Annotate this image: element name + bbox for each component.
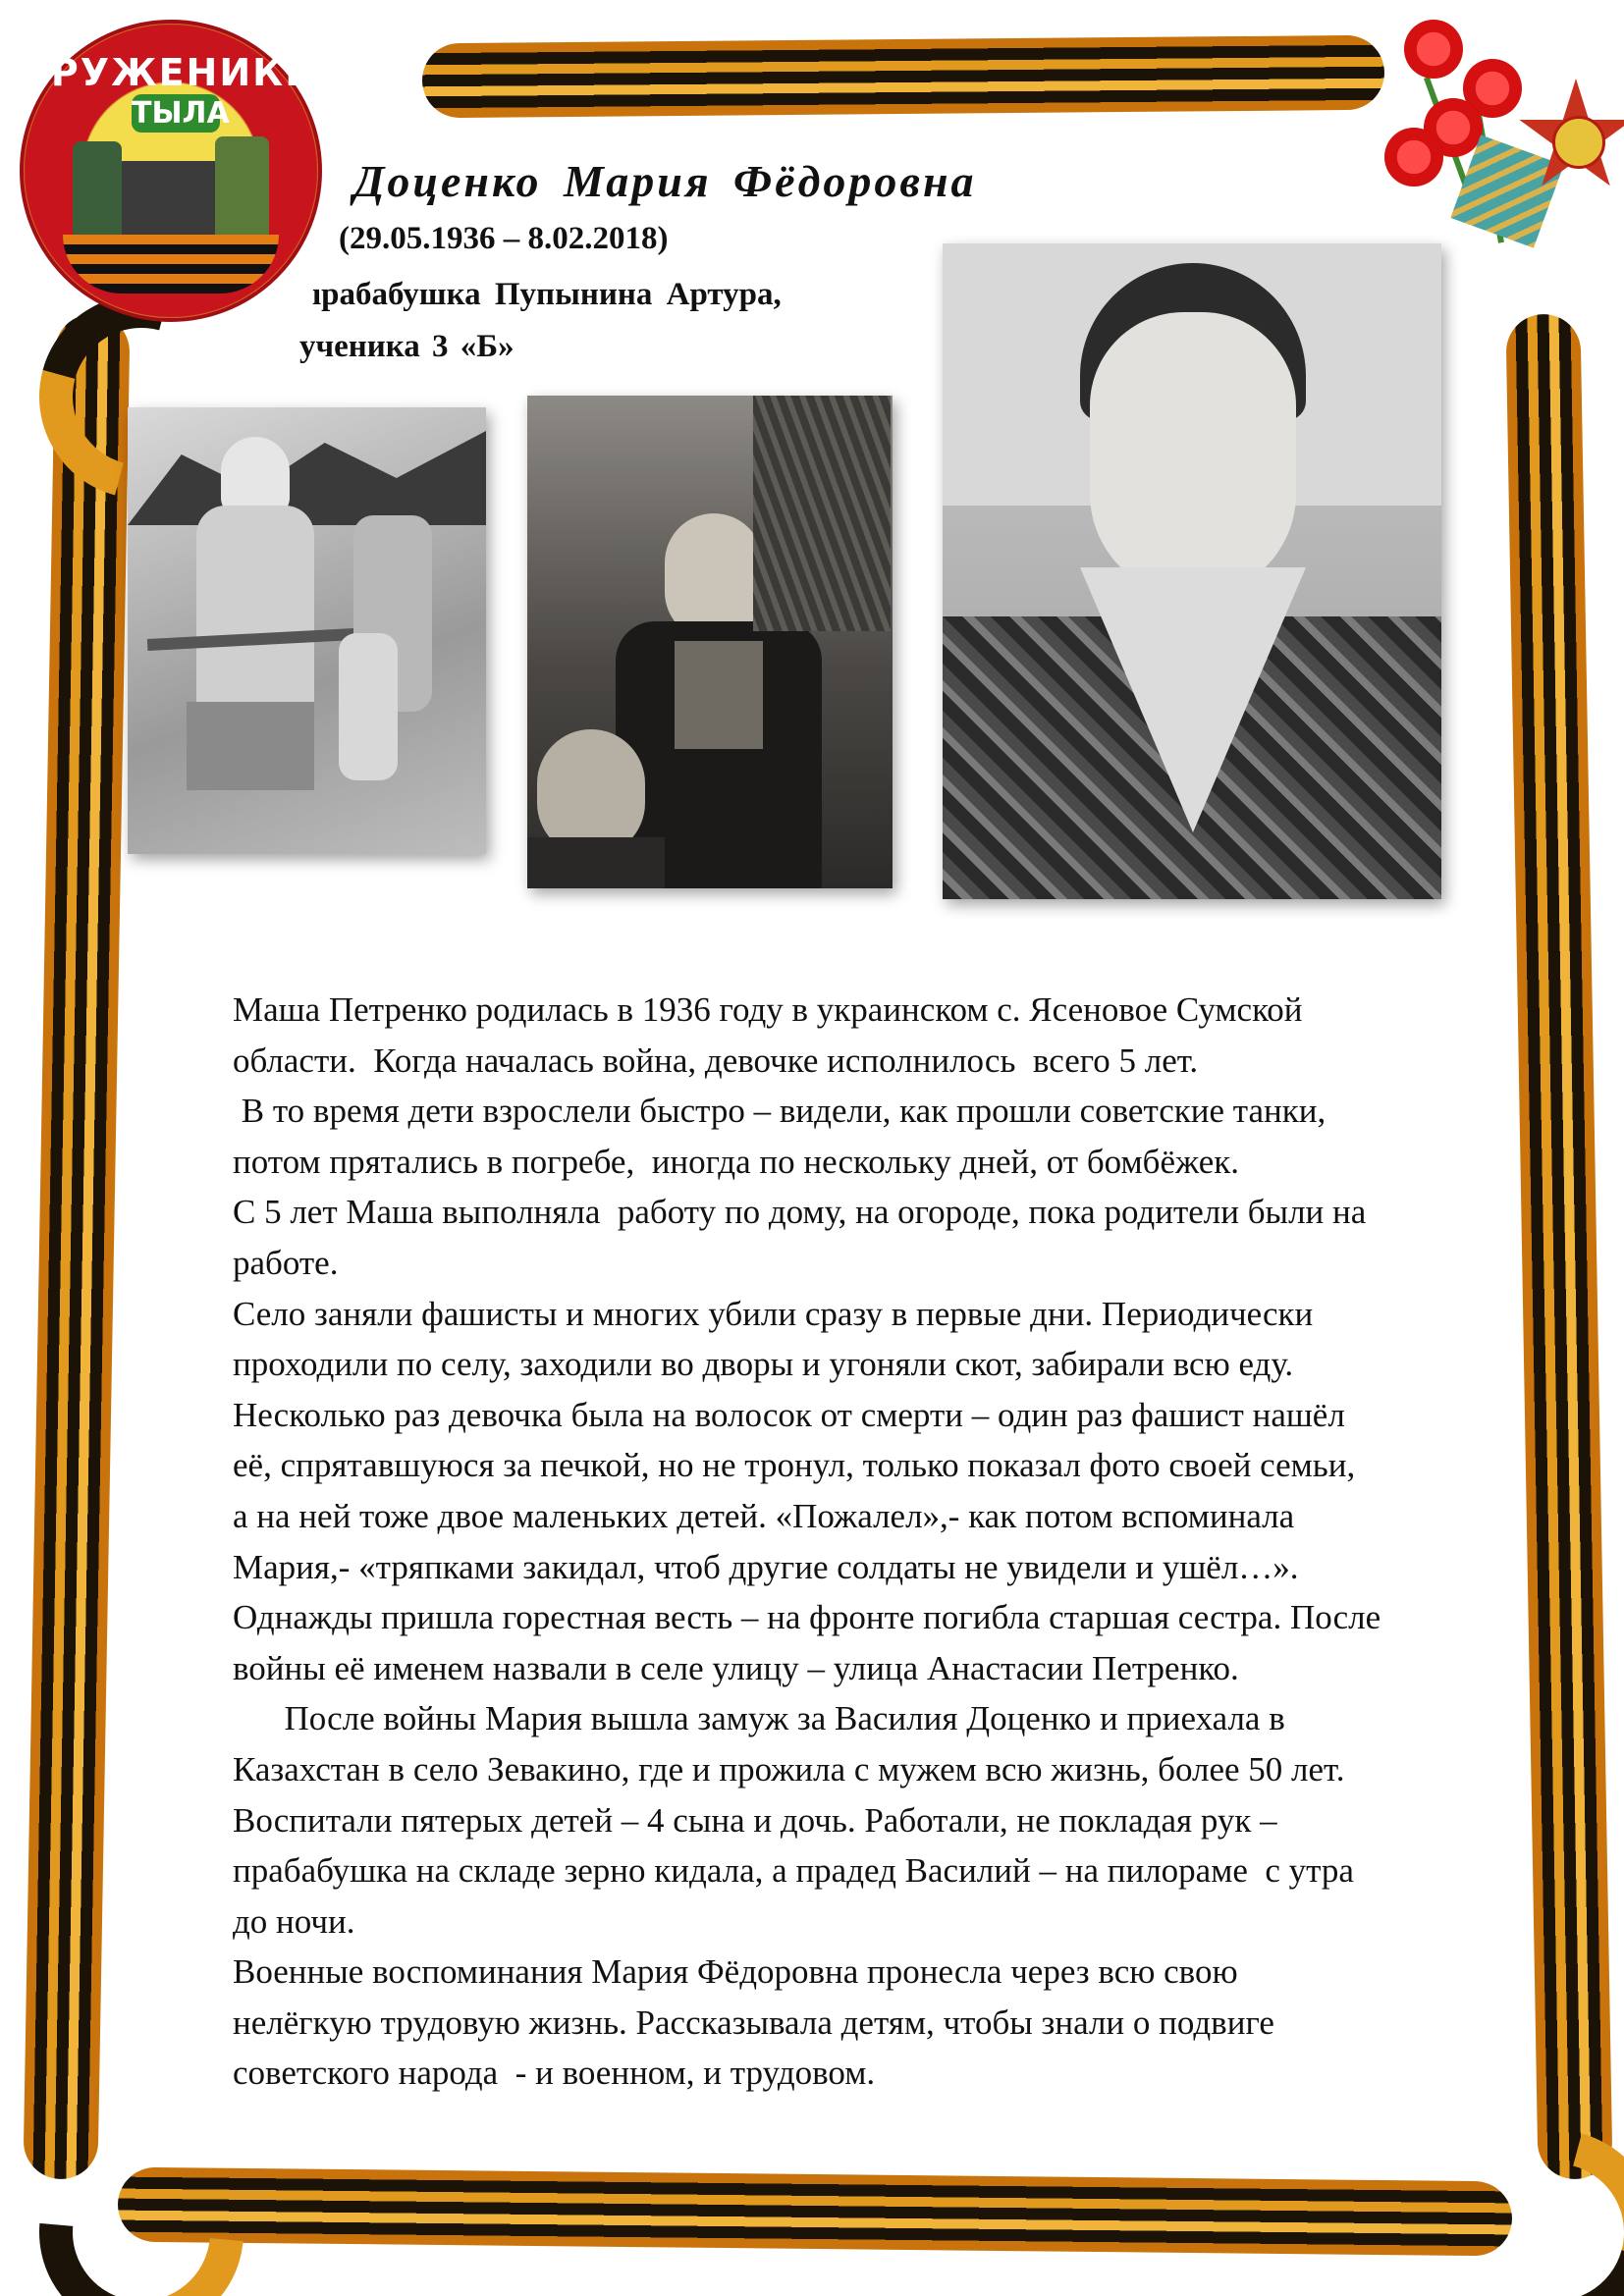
text-line: проходили по селу, заходили во дворы и угоняли скот, забирали всю еду. (233, 1345, 1294, 1384)
text-line: Несколько раз девочка была на волосок от смерти – один раз фашист нашёл (233, 1395, 1345, 1434)
text-line: потом прятались в погребе, иногда по нескольку дней, от бомбёжек. (233, 1142, 1239, 1181)
text-line: Воспитали пятерых детей – 4 сына и дочь. Работали, не покладая рук – (233, 1800, 1277, 1840)
emblem-subtitle: ТЫЛА (132, 96, 230, 131)
text-line: её, спрятавшуюся за печкой, но не тронул, только показал фото своей семьи, (233, 1446, 1356, 1485)
text-line: области. Когда началась война, девочке исполнилось всего 5 лет. (233, 1041, 1199, 1080)
relation-line: ıрабабушка Пупынина Артура, (312, 277, 782, 312)
text-line: Село заняли фашисты и многих убили сразу в первые дни. Периодически (233, 1294, 1314, 1333)
text-line: до ночи. (233, 1901, 355, 1941)
text-line: После войны Мария вышла замуж за Василия Доценко и приехала в (233, 1699, 1285, 1738)
text-line: прабабушка на складе зерно кидала, а прадед Василий – на пилораме с утра (233, 1851, 1354, 1891)
text-line: Казахстан в село Зевакино, где и прожила с мужем всю жизнь, более 50 лет. (233, 1749, 1345, 1789)
text-line: Маша Петренко родилась в 1936 году в украинском с. Ясеновое Сумской (233, 990, 1303, 1029)
workers-emblem (20, 20, 322, 322)
text-line: Военные воспоминания Мария Фёдоровна пронесла через всю свою (233, 1952, 1238, 1992)
pupil-line: ученика 3 «Б» (299, 329, 514, 364)
carnation-icon (1384, 128, 1443, 187)
text-line: войны её именем назвали в селе улицу – улица Анастасии Петренко. (233, 1648, 1239, 1687)
text-line: советского народа - и военном, и трудовом. (233, 2054, 876, 2093)
young-photo (527, 396, 893, 888)
text-line: а на ней тоже двое маленьких детей. «Пожалел»,- как потом вспоминала (233, 1496, 1295, 1535)
life-dates: (29.05.1936 – 8.02.2018) (339, 221, 669, 256)
ribbon-frame-left (23, 313, 130, 2179)
text-line: В то время дети взрослели быстро – видели, как прошли советские танки, (233, 1092, 1326, 1131)
text-line: нелёгкую трудовую жизнь. Рассказывала детям, чтобы знали о подвиге (233, 2002, 1274, 2042)
person-name: Доценко Мария Фёдоровна (353, 156, 977, 206)
text-line: Мария,- «тряпками закидал, чтоб другие солдаты не увидели и ушёл…». (233, 1547, 1299, 1586)
relief-sculpture (128, 407, 486, 854)
ribbon-frame-top (422, 35, 1385, 119)
emblem-ribbon (63, 235, 279, 294)
biography-text (233, 985, 1539, 2099)
carnation-icon (1404, 20, 1463, 79)
text-line: работе. (233, 1243, 339, 1282)
text-line: С 5 лет Маша выполняла работу по дому, на огороде, пока родители были на (233, 1193, 1367, 1232)
text-line: Однажды пришла горестная весть – на фронте погибла старшая сестра. После (233, 1598, 1381, 1637)
ribbon-frame-bottom (118, 2167, 1513, 2257)
order-star-icon (1517, 79, 1624, 196)
portrait-photo (943, 243, 1441, 899)
emblem-title: ТРУЖЕНИКИ (24, 51, 319, 94)
